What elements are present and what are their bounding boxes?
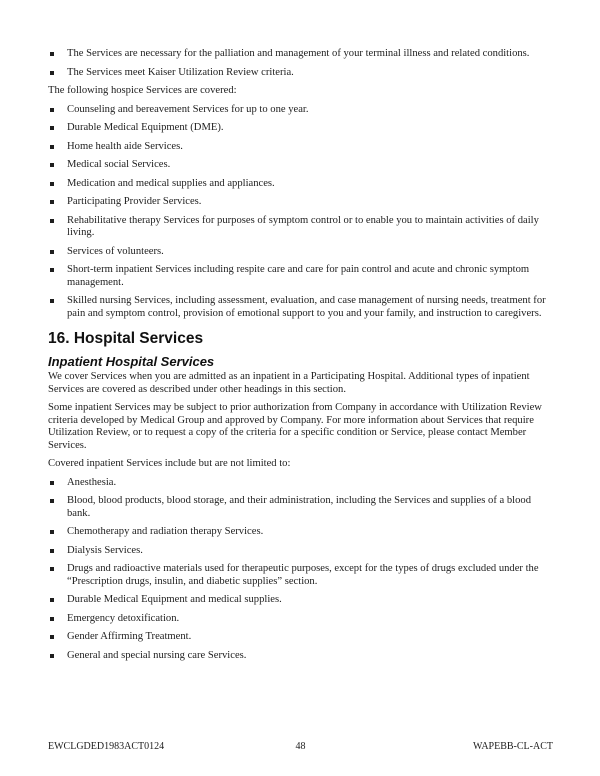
- list-item: Short-term inpatient Services including respite care and care for pain control and acute and chronic symptom management.: [48, 264, 553, 289]
- list-item: Counseling and bereavement Services for up to one year.: [48, 104, 553, 117]
- list-item: Medication and medical supplies and appliances.: [48, 178, 553, 191]
- list-item: Chemotherapy and radiation therapy Services.: [48, 526, 553, 539]
- list-item: General and special nursing care Services.: [48, 650, 553, 663]
- list-item: Anesthesia.: [48, 477, 553, 490]
- inpatient-services-list: [48, 477, 553, 663]
- list-item: Dialysis Services.: [48, 545, 553, 558]
- list-item: The Services meet Kaiser Utilization Review criteria.: [48, 67, 553, 80]
- list-item: Home health aide Services.: [48, 141, 553, 154]
- paragraph: We cover Services when you are admitted as an inpatient in a Participating Hospital. Additional types of inpatient Services are covered as described under other headings in this section.: [48, 371, 530, 395]
- list-item: Skilled nursing Services, including assessment, evaluation, and case management of nursing needs, treatment for pain and symptom control, provision of emotional support to you and your family, and instruction to caregivers.: [48, 295, 553, 320]
- list-item: Blood, blood products, blood storage, and their administration, including the Services and supplies of a blood bank.: [48, 495, 553, 520]
- list-item: Services of volunteers.: [48, 246, 553, 259]
- section-heading: 16. Hospital Services: [48, 330, 204, 347]
- page-footer: [48, 740, 553, 754]
- hospice-services-list: [48, 104, 553, 321]
- list-item: Drugs and radioactive materials used for therapeutic purposes, except for the types of drugs excluded under the “Prescription drugs, insulin, and diabetic supplies” section.: [48, 563, 553, 588]
- list-item: Durable Medical Equipment and medical supplies.: [48, 594, 553, 607]
- list-item: Durable Medical Equipment (DME).: [48, 122, 553, 135]
- list-item: Rehabilitative therapy Services for purposes of symptom control or to enable you to maintain activities of daily living.: [48, 215, 553, 240]
- footer-document-code: EWCLGDED1983ACT0124: [48, 741, 165, 752]
- list-item: Emergency detoxification.: [48, 613, 553, 626]
- footer-plan-code: WAPEBB-CL-ACT: [473, 741, 553, 752]
- page-number: 48: [295, 741, 306, 752]
- subsection-heading: Inpatient Hospital Services: [48, 354, 215, 369]
- list-item: Medical social Services.: [48, 159, 553, 172]
- list-item: Participating Provider Services.: [48, 196, 553, 209]
- hospice-criteria-list: [48, 48, 553, 79]
- page-content: [48, 48, 553, 668]
- paragraph: Covered inpatient Services include but are not limited to:: [48, 458, 291, 469]
- list-item: Gender Affirming Treatment.: [48, 631, 553, 644]
- hospice-intro: The following hospice Services are covered:: [48, 85, 237, 96]
- list-item: The Services are necessary for the palliation and management of your terminal illness and related conditions.: [48, 48, 553, 61]
- paragraph: Some inpatient Services may be subject to prior authorization from Company in accordance with Utilization Review criteria developed by Medical Group and approved by Company. For more information about Services that require Utilization Review, or to request a copy of the criteria for a specific condition or Service, please contact Member Services.: [48, 402, 542, 451]
